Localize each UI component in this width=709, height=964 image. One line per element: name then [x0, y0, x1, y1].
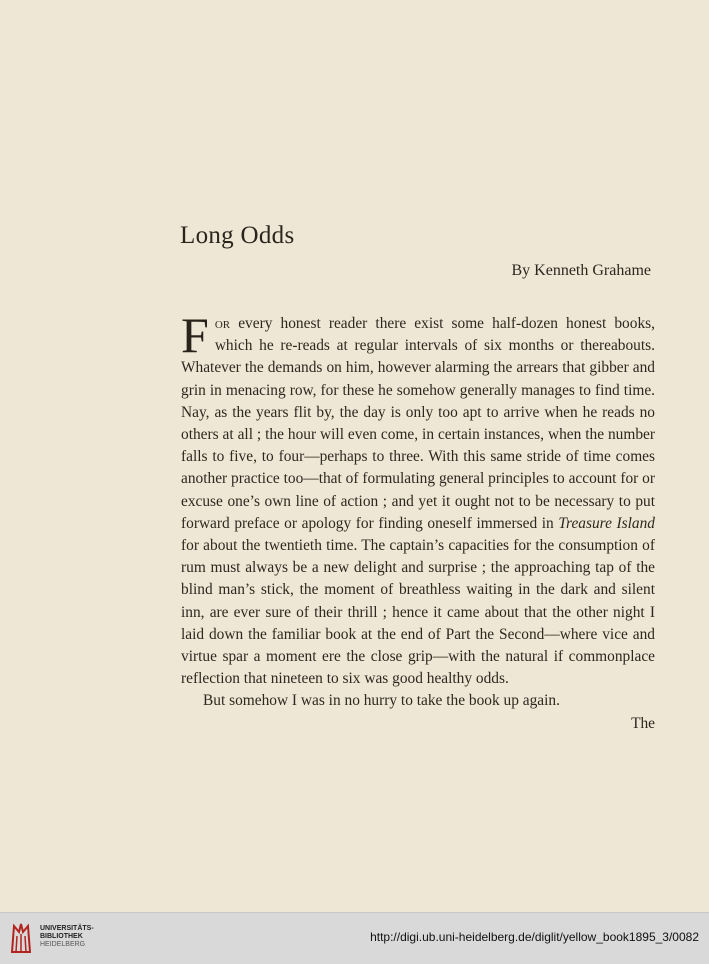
library-line-2: BIBLIOTHEK	[40, 933, 83, 940]
university-library-logo-icon[interactable]	[8, 922, 34, 954]
page-title: Long Odds	[180, 222, 295, 249]
first-word-rest: or	[214, 315, 231, 332]
paragraph-2: But somehow I was in no hurry to take the book up again.	[203, 692, 560, 710]
author-byline: By Kenneth Grahame	[511, 262, 651, 279]
paragraph-1	[181, 307, 655, 690]
library-line-1: UNIVERSITÄTS-	[40, 925, 94, 932]
paragraph-1-end: for about the twentieth time. The captain’s capacities for the consumption of rum must always be a new delight and surprise ; the approaching tap of the blind man’s stick, the moment of breathless waiting in the dark and silent inn, are ever sure of their thrill ; hence it came about that the other night I laid down the familiar book at the end of Part the Second—where vice and virtue spar a moment ere the close grip—with the natural if commonplace reflection that nineteen to six was good healthy odds.	[181, 537, 655, 688]
paragraph-1-text: every honest reader there exist some half-dozen honest books, which he re-reads at regular intervals of six months or thereabouts. Whatever the demands on him, however alarming the arrears that gibber and grin in menacing row, for these he somehow generally manages to find time. Nay, as the years flit by, the day is only too apt to arrive when he reads no others at all ; the hour will even come, in certain instances, when the number falls to five, to four—perhaps to three. With this same stride of time comes another practice too—that of formulating general principles to account for or excuse one’s own line of action ; and yet it ought not to be necessary to put forward preface or apology for finding oneself immersed in	[181, 315, 655, 532]
catchword: The	[631, 714, 655, 732]
source-url-link[interactable]: http://digi.ub.uni-heidelberg.de/diglit/yellow_book1895_3/0082	[370, 930, 699, 944]
article-body	[181, 307, 655, 735]
viewer-footer	[0, 912, 709, 964]
drop-cap: F	[181, 307, 209, 363]
book-title: Treasure Island	[558, 514, 655, 532]
library-name	[40, 925, 94, 949]
library-line-3: HEIDELBERG	[40, 941, 86, 948]
